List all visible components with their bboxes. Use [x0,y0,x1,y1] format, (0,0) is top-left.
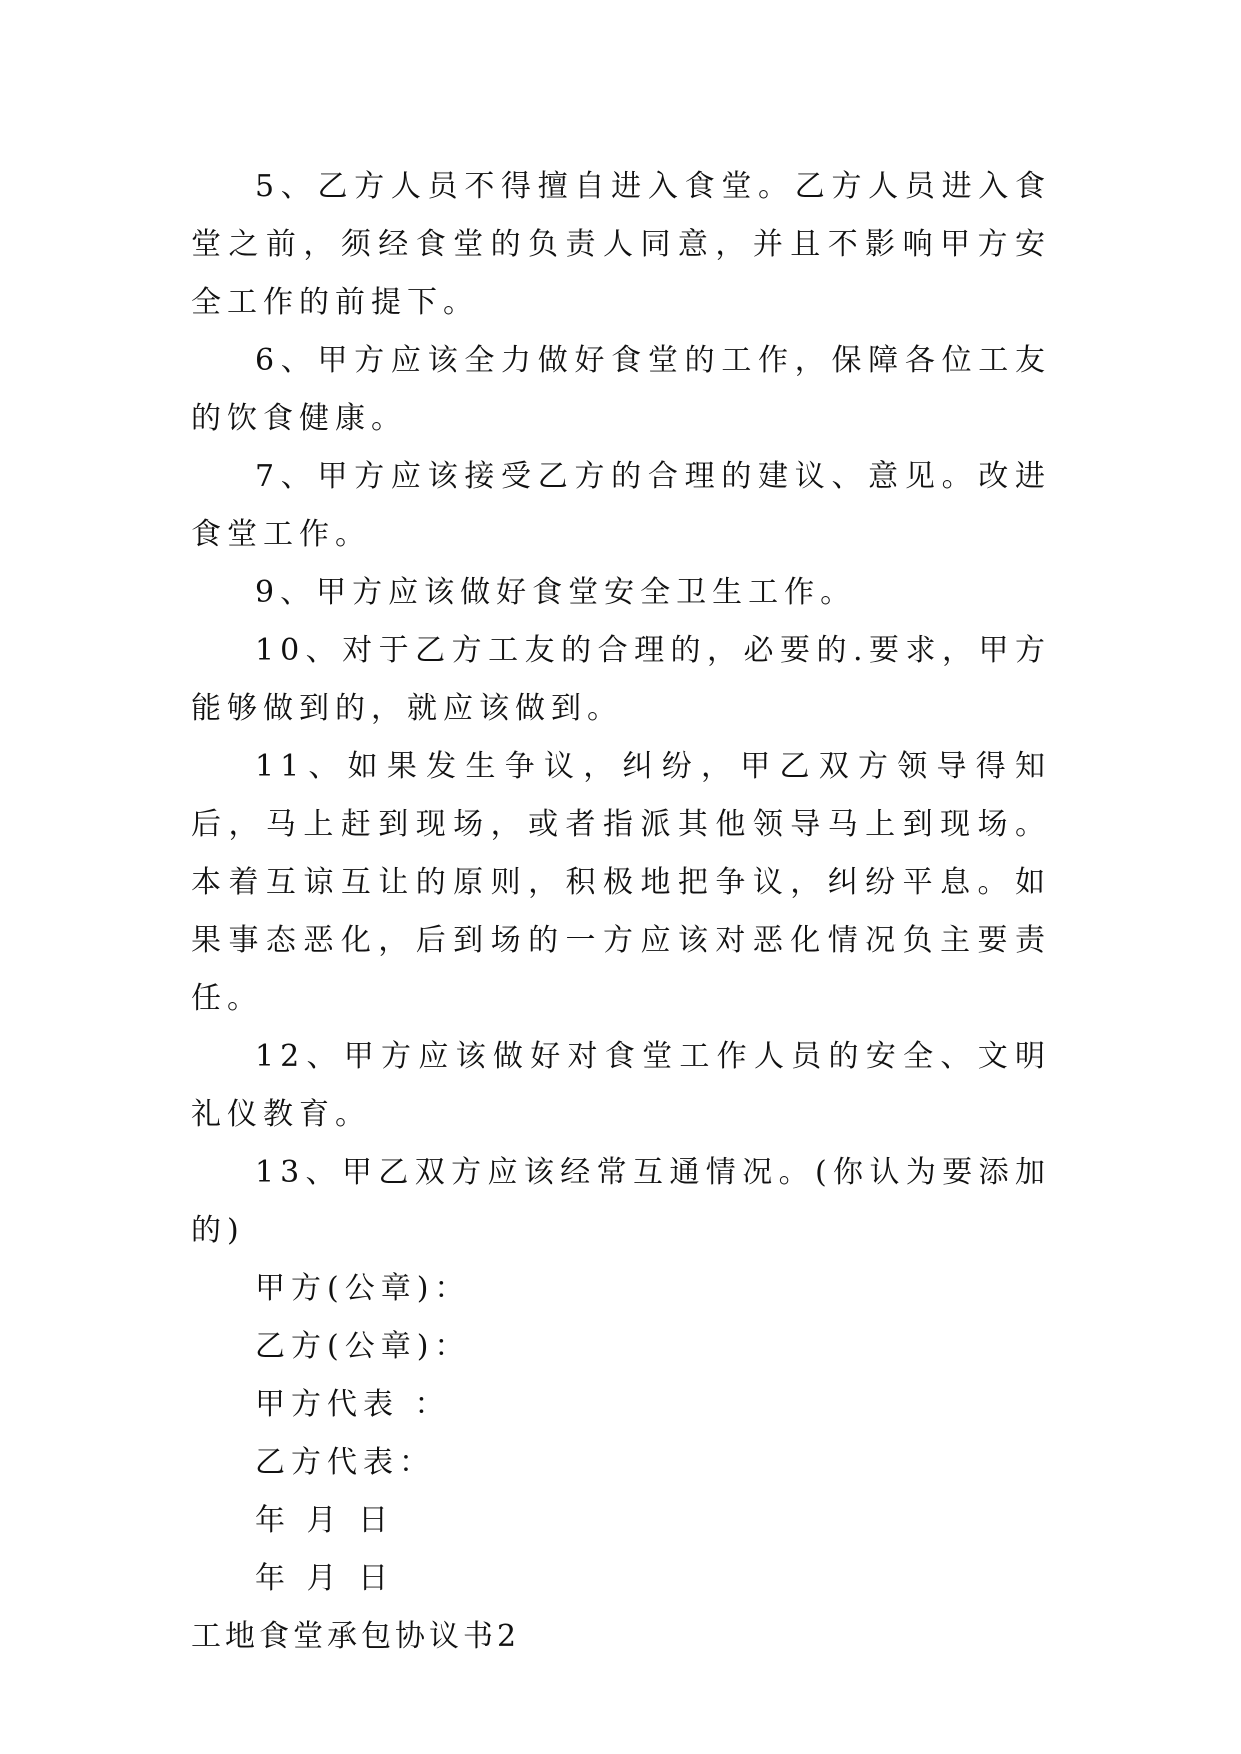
party-b-representative-line: 乙方代表： [255,1445,435,1480]
clause-10: 10、对于乙方工友的合理的，必要的.要求，甲方能够做到的，就应该做到。 [191,633,1051,726]
party-a-representative-line: 甲方代表 ： [255,1387,451,1422]
clause-6: 6、甲方应该全力做好食堂的工作，保障各位工友的饮食健康。 [191,343,1051,436]
date-line-a: 年 月 日 [255,1503,395,1538]
document-body [191,158,1051,1666]
party-a-seal-line: 甲方(公章)： [255,1271,471,1306]
date-line-b: 年 月 日 [255,1561,395,1596]
clause-7: 7、甲方应该接受乙方的合理的建议、意见。改进食堂工作。 [191,459,1051,552]
party-b-seal-line: 乙方(公章)： [255,1329,471,1364]
next-document-title: 工地食堂承包协议书2 [191,1619,521,1654]
clause-12: 12、甲方应该做好对食堂工作人员的安全、文明礼仪教育。 [191,1039,1051,1132]
clause-9: 9、甲方应该做好食堂安全卫生工作。 [255,575,857,610]
clause-13: 13、甲乙双方应该经常互通情况。(你认为要添加的) [191,1155,1051,1248]
clause-5: 5、乙方人员不得擅自进入食堂。乙方人员进入食堂之前，须经食堂的负责人同意，并且不影响甲方安全工作的前提下。 [191,169,1051,320]
clause-11: 11、如果发生争议，纠纷，甲乙双方领导得知后，马上赶到现场，或者指派其他领导马上到现场。本着互谅互让的原则，积极地把争议，纠纷平息。如果事态恶化，后到场的一方应该对恶化情况负主要责任。 [191,749,1051,1016]
